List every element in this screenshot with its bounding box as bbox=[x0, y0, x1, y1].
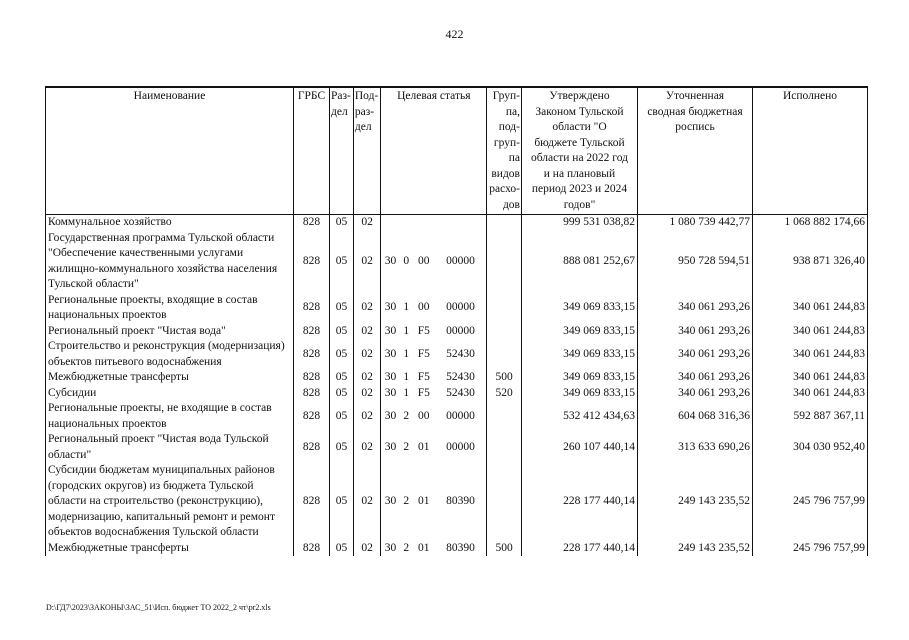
cell-t1: 30 bbox=[381, 231, 400, 293]
cell-name: Региональные проекты, не входящие в состав национальных проектов bbox=[46, 401, 294, 432]
cell-rz: 05 bbox=[330, 215, 354, 231]
cell-grbs: 828 bbox=[294, 324, 330, 340]
cell-updated: 313 633 690,26 bbox=[637, 432, 752, 463]
cell-vr bbox=[487, 432, 522, 463]
cell-t4 bbox=[435, 215, 487, 231]
cell-rz: 05 bbox=[330, 293, 354, 324]
cell-executed: 245 796 757,99 bbox=[752, 463, 867, 541]
cell-executed: 340 061 244,83 bbox=[752, 386, 867, 402]
cell-vr bbox=[487, 215, 522, 231]
header-updated: Уточненная сводная бюджетная роспись bbox=[637, 87, 752, 215]
cell-t1: 30 bbox=[381, 339, 400, 370]
cell-rz: 05 bbox=[330, 231, 354, 293]
cell-pr: 02 bbox=[353, 231, 380, 293]
cell-vr: 500 bbox=[487, 541, 522, 557]
cell-grbs: 828 bbox=[294, 432, 330, 463]
cell-t2: 1 bbox=[403, 324, 410, 337]
header-group: Груп- па, под- груп- па видов расхо- дов bbox=[487, 87, 522, 215]
header-target: Целевая статья bbox=[381, 87, 487, 215]
table-row bbox=[46, 324, 868, 340]
cell-t3: 01 bbox=[418, 440, 430, 453]
cell-approved: 999 531 038,82 bbox=[521, 215, 637, 231]
cell-grbs: 828 bbox=[294, 401, 330, 432]
cell-t3: 00 bbox=[418, 254, 430, 267]
cell-t1: 30 bbox=[381, 293, 400, 324]
table-row bbox=[46, 370, 868, 386]
cell-grbs: 828 bbox=[294, 339, 330, 370]
cell-t1 bbox=[381, 215, 400, 231]
cell-executed: 340 061 244,83 bbox=[752, 324, 867, 340]
cell-updated: 340 061 293,26 bbox=[637, 386, 752, 402]
cell-t2: 1 bbox=[403, 386, 410, 399]
cell-rz: 05 bbox=[330, 386, 354, 402]
cell-executed: 340 061 244,83 bbox=[752, 339, 867, 370]
cell-t3: F5 bbox=[417, 324, 430, 337]
page-number: 422 bbox=[445, 27, 464, 41]
cell-t1: 30 bbox=[381, 541, 400, 557]
cell-t4: 52430 bbox=[435, 339, 487, 370]
cell-pr: 02 bbox=[353, 370, 380, 386]
cell-name: Межбюджетные трансферты bbox=[46, 370, 294, 386]
cell-t3: 00 bbox=[418, 409, 430, 422]
cell-t2: 1 bbox=[403, 301, 410, 314]
cell-updated: 340 061 293,26 bbox=[637, 339, 752, 370]
header-name: Наименование bbox=[46, 87, 294, 215]
cell-name: Межбюджетные трансферты bbox=[46, 541, 294, 557]
cell-t1: 30 bbox=[381, 324, 400, 340]
cell-pr: 02 bbox=[353, 324, 380, 340]
cell-pr: 02 bbox=[353, 541, 380, 557]
cell-t3: 01 bbox=[418, 495, 430, 507]
cell-pr: 02 bbox=[353, 463, 380, 541]
cell-approved: 532 412 434,63 bbox=[521, 401, 637, 432]
cell-t4: 00000 bbox=[435, 293, 487, 324]
cell-vr bbox=[487, 293, 522, 324]
cell-updated: 340 061 293,26 bbox=[637, 370, 752, 386]
table-row bbox=[46, 215, 868, 231]
cell-t2: 1 bbox=[403, 371, 410, 383]
cell-name: Субсидии bbox=[46, 386, 294, 402]
cell-t4: 52430 bbox=[435, 370, 487, 386]
table-body bbox=[46, 215, 868, 557]
cell-t3: F5 bbox=[417, 371, 430, 383]
cell-t3: 01 bbox=[418, 541, 430, 554]
cell-name: Региональный проект "Чистая вода Тульской области" bbox=[46, 432, 294, 463]
cell-executed: 1 068 882 174,66 bbox=[752, 215, 867, 231]
cell-approved: 349 069 833,15 bbox=[521, 370, 637, 386]
file-path-footer: D:\ГД7\2023\ЗАКОНЫ\ЗАС_51\Исп. бюджет ТО 2022_2 чт\pr2.xls bbox=[46, 603, 271, 612]
cell-t4: 80390 bbox=[435, 463, 487, 541]
cell-t4: 80390 bbox=[435, 541, 487, 557]
cell-pr: 02 bbox=[353, 215, 380, 231]
cell-updated: 249 143 235,52 bbox=[637, 463, 752, 541]
cell-executed: 938 871 326,40 bbox=[752, 231, 867, 293]
cell-rz: 05 bbox=[330, 370, 354, 386]
cell-pr: 02 bbox=[353, 386, 380, 402]
cell-rz: 05 bbox=[330, 463, 354, 541]
cell-rz: 05 bbox=[330, 339, 354, 370]
cell-name: Региональный проект "Чистая вода" bbox=[46, 324, 294, 340]
cell-grbs: 828 bbox=[294, 463, 330, 541]
cell-executed: 592 887 367,11 bbox=[752, 401, 867, 432]
cell-t3: 00 bbox=[418, 301, 430, 314]
table-row bbox=[46, 293, 868, 324]
cell-t1: 30 bbox=[381, 370, 400, 386]
table-row bbox=[46, 386, 868, 402]
header-executed: Исполнено bbox=[752, 87, 867, 215]
cell-vr: 520 bbox=[487, 386, 522, 402]
cell-name: Государственная программа Тульской области "Обеспечение качественными услугами жилищно-коммунального хозяйства населения Тульской области" bbox=[46, 231, 294, 293]
header-row bbox=[46, 87, 868, 215]
cell-updated: 249 143 235,52 bbox=[637, 541, 752, 557]
cell-approved: 260 107 440,14 bbox=[521, 432, 637, 463]
budget-table bbox=[45, 86, 868, 556]
table-row bbox=[46, 463, 868, 541]
cell-name: Коммунальное хозяйство bbox=[46, 215, 294, 231]
cell-executed: 340 061 244,83 bbox=[752, 293, 867, 324]
header-razdel: Раз- дел bbox=[330, 87, 354, 215]
cell-t4: 00000 bbox=[435, 231, 487, 293]
cell-t1: 30 bbox=[381, 463, 400, 541]
cell-vr bbox=[487, 401, 522, 432]
cell-approved: 349 069 833,15 bbox=[521, 293, 637, 324]
cell-t1: 30 bbox=[381, 386, 400, 402]
cell-pr: 02 bbox=[353, 339, 380, 370]
cell-vr bbox=[487, 324, 522, 340]
cell-grbs: 828 bbox=[294, 231, 330, 293]
cell-t3: F5 bbox=[417, 386, 430, 399]
cell-updated: 340 061 293,26 bbox=[637, 293, 752, 324]
cell-updated: 604 068 316,36 bbox=[637, 401, 752, 432]
table-row bbox=[46, 231, 868, 293]
cell-vr bbox=[487, 463, 522, 541]
cell-rz: 05 bbox=[330, 324, 354, 340]
cell-name: Региональные проекты, входящие в состав национальных проектов bbox=[46, 293, 294, 324]
cell-t2: 2 bbox=[403, 495, 410, 507]
cell-approved: 228 177 440,14 bbox=[521, 463, 637, 541]
cell-t2: 2 bbox=[403, 541, 410, 554]
table-row bbox=[46, 401, 868, 432]
header-approved: Утверждено Законом Тульской области "О бюджете Тульской области на 2022 год и на плановый период 2023 и 2024 годов" bbox=[521, 87, 637, 215]
cell-pr: 02 bbox=[353, 293, 380, 324]
cell-approved: 228 177 440,14 bbox=[521, 541, 637, 557]
cell-vr bbox=[487, 339, 522, 370]
table-row bbox=[46, 339, 868, 370]
cell-t4: 00000 bbox=[435, 401, 487, 432]
header-grbs: ГРБС bbox=[294, 87, 330, 215]
cell-grbs: 828 bbox=[294, 541, 330, 557]
cell-t2: 1 bbox=[403, 347, 410, 360]
cell-executed: 245 796 757,99 bbox=[752, 541, 867, 557]
cell-executed: 304 030 952,40 bbox=[752, 432, 867, 463]
cell-t3 bbox=[413, 215, 435, 231]
cell-grbs: 828 bbox=[294, 215, 330, 231]
cell-rz: 05 bbox=[330, 541, 354, 557]
cell-t2 bbox=[400, 215, 413, 231]
cell-name: Строительство и реконструкция (модернизация) объектов питьевого водоснабжения bbox=[46, 339, 294, 370]
cell-grbs: 828 bbox=[294, 293, 330, 324]
cell-t2: 2 bbox=[403, 409, 410, 422]
cell-vr bbox=[487, 231, 522, 293]
cell-t1: 30 bbox=[381, 432, 400, 463]
cell-approved: 349 069 833,15 bbox=[521, 324, 637, 340]
cell-t3: F5 bbox=[417, 347, 430, 360]
cell-pr: 02 bbox=[353, 401, 380, 432]
cell-executed: 340 061 244,83 bbox=[752, 370, 867, 386]
header-podrazdel: Под- раз- дел bbox=[353, 87, 380, 215]
table-row bbox=[46, 432, 868, 463]
cell-approved: 888 081 252,67 bbox=[521, 231, 637, 293]
cell-t2: 0 bbox=[403, 254, 410, 267]
cell-rz: 05 bbox=[330, 401, 354, 432]
cell-t4: 52430 bbox=[435, 386, 487, 402]
cell-rz: 05 bbox=[330, 432, 354, 463]
cell-approved: 349 069 833,15 bbox=[521, 386, 637, 402]
cell-updated: 1 080 739 442,77 bbox=[637, 215, 752, 231]
cell-updated: 340 061 293,26 bbox=[637, 324, 752, 340]
table-row bbox=[46, 541, 868, 557]
cell-grbs: 828 bbox=[294, 370, 330, 386]
cell-vr: 500 bbox=[487, 370, 522, 386]
cell-t4: 00000 bbox=[435, 432, 487, 463]
cell-pr: 02 bbox=[353, 432, 380, 463]
cell-grbs: 828 bbox=[294, 386, 330, 402]
cell-t1: 30 bbox=[381, 401, 400, 432]
cell-t2: 2 bbox=[403, 440, 410, 453]
cell-updated: 950 728 594,51 bbox=[637, 231, 752, 293]
cell-t4: 00000 bbox=[435, 324, 487, 340]
cell-name: Субсидии бюджетам муниципальных районов (городских округов) из бюджета Тульской области на строительство (реконструкцию), модернизацию, капитальный ремонт и ремонт объектов водоснабжения Тульской области bbox=[46, 463, 294, 541]
cell-approved: 349 069 833,15 bbox=[521, 339, 637, 370]
